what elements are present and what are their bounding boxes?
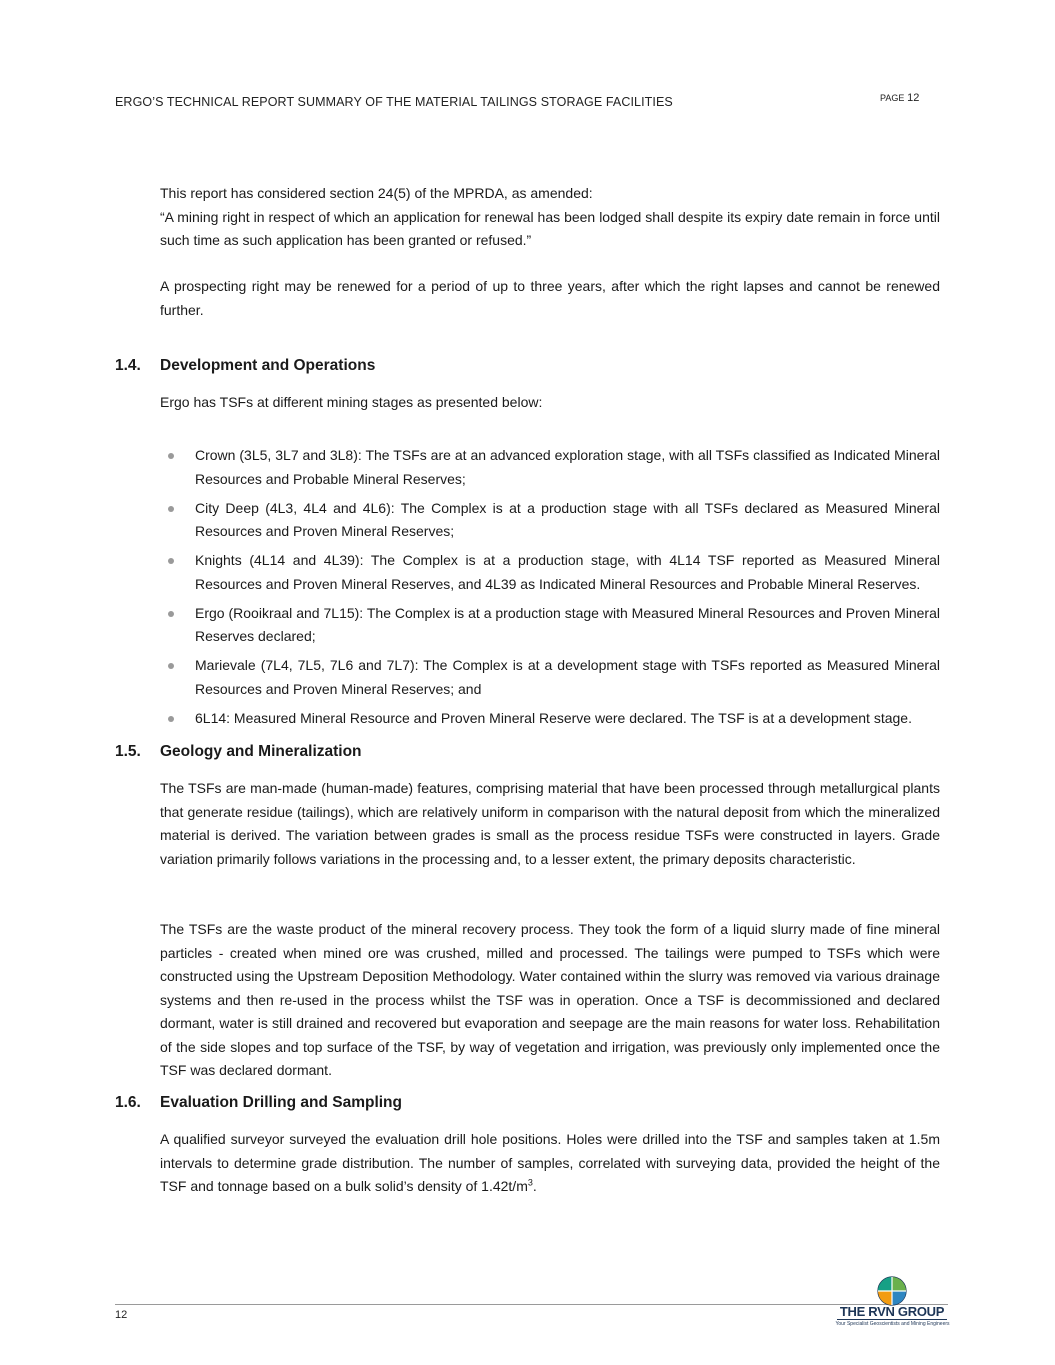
geology-paragraph-1: The TSFs are man-made (human-made) features, comprising material that have been processed through metallurgical plants that generate residue (tailings), which are relatively uniform in comparison with the natural deposit from which the mineralized material is derived. The variation between grades is small as the process residue TSFs were constructed in layers. Grade variation primarily follows variations in the processing and, to a lesser extent, the primary deposits characteristic.	[160, 780, 940, 867]
list-item	[160, 444, 940, 491]
rvn-group-logo	[830, 1274, 955, 1329]
footer-divider	[115, 1304, 948, 1305]
bullet-icon	[168, 453, 174, 459]
section-1-4-heading	[115, 357, 375, 375]
logo-tagline: Your Specialist Geoscientists and Mining Engineers	[835, 1321, 950, 1327]
list-item	[160, 549, 940, 596]
drilling-text-end: .	[532, 1178, 537, 1194]
section-number: 1.5.	[115, 743, 141, 760]
list-item-text: 6L14: Measured Mineral Resource and Proven Mineral Reserve were declared. The TSF is at a development stage.	[195, 709, 912, 726]
list-item	[160, 654, 940, 701]
drilling-text: A qualified surveyor surveyed the evaluation drill hole positions. Holes were drilled into the TSF and samples taken at 1.5m intervals to determine grade distribution. The number of samples, correlated with surveying data, provided the height of the TSF and tonnage based on a bulk solid’s density of 1.42t/m	[160, 1131, 940, 1194]
intro-paragraph	[160, 182, 940, 253]
page-label	[880, 92, 919, 104]
list-item-text: Knights (4L14 and 4L39): The Complex is at a production stage, with 4L14 TSF reported as Measured Mineral Resources and Proven Mineral Reserves, and 4L39 as Indicated Mineral Resources and Probable Mineral Reserves.	[195, 552, 940, 592]
intro-quote: “A mining right in respect of which an application for renewal has been lodged shall despite its expiry date remain in force until such time as such application has been granted or refused.”	[160, 208, 940, 248]
section-title: Development and Operations	[160, 357, 376, 374]
page-label-text: PAGE	[880, 93, 905, 103]
bullet-icon	[168, 611, 174, 617]
mining-stages-list	[160, 444, 940, 736]
list-item	[160, 602, 940, 649]
section-title: Geology and Mineralization	[160, 743, 362, 760]
list-item	[160, 707, 940, 731]
list-item	[160, 497, 940, 544]
drilling-paragraph	[160, 1128, 940, 1199]
bullet-icon	[168, 506, 174, 512]
section-1-5-heading	[115, 743, 362, 761]
logo-globe-icon	[877, 1276, 907, 1306]
section-1-6-heading	[115, 1094, 402, 1112]
list-item-text: Ergo (Rooikraal and 7L15): The Complex is at a production stage with Measured Mineral Resources and Proven Mineral Reserves declared;	[195, 604, 940, 644]
list-item-text: Marievale (7L4, 7L5, 7L6 and 7L7): The Complex is at a development stage with TSFs reported as Measured Mineral Resources and Proven Mineral Reserves; and	[195, 657, 940, 697]
logo-wordmark: THE RVN GROUP	[837, 1304, 947, 1320]
section-number: 1.4.	[115, 357, 141, 374]
page-label-number: 12	[907, 92, 920, 104]
intro-line: This report has considered section 24(5) of the MPRDA, as amended:	[160, 185, 593, 201]
bullet-icon	[168, 558, 174, 564]
footer-page-number: 12	[115, 1309, 128, 1321]
bullet-icon	[168, 716, 174, 722]
list-item-text: City Deep (4L3, 4L4 and 4L6): The Complex is at a production stage with all TSFs declared as Measured Mineral Resources and Proven Mineral Reserves;	[195, 499, 940, 539]
prospecting-right-paragraph: A prospecting right may be renewed for a period of up to three years, after which the right lapses and cannot be renewed further.	[160, 278, 940, 318]
list-item-text: Crown (3L5, 3L7 and 3L8): The TSFs are at an advanced exploration stage, with all TSFs classified as Indicated Mineral Resources and Probable Mineral Reserves;	[195, 447, 940, 487]
bullet-icon	[168, 663, 174, 669]
section-number: 1.6.	[115, 1094, 141, 1111]
section-title: Evaluation Drilling and Sampling	[160, 1094, 402, 1111]
geology-paragraph-2: The TSFs are the waste product of the mineral recovery process. They took the form of a liquid slurry made of fine mineral particles - created when mined ore was crushed, milled and processed. The tailings were pumped to TSFs which were constructed using the Upstream Deposition Methodology. Water contained within the slurry was removed via various drainage systems and then re-used in the process whilst the TSF was in operation. Once a TSF is decommissioned and declared dormant, water is still drained and recovered but evaporation and seepage are the main reasons for water loss. Rehabilitation of the side slopes and top surface of the TSF, by way of vegetation and irrigation, was previously only implemented once the TSF was declared dormant.	[160, 921, 940, 1078]
superscript-exponent: 3	[527, 1177, 533, 1188]
section-1-4-lead: Ergo has TSFs at different mining stages as presented below:	[160, 394, 543, 410]
report-header-title: ERGO’S TECHNICAL REPORT SUMMARY OF THE MATERIAL TAILINGS STORAGE FACILITIES	[115, 95, 673, 109]
